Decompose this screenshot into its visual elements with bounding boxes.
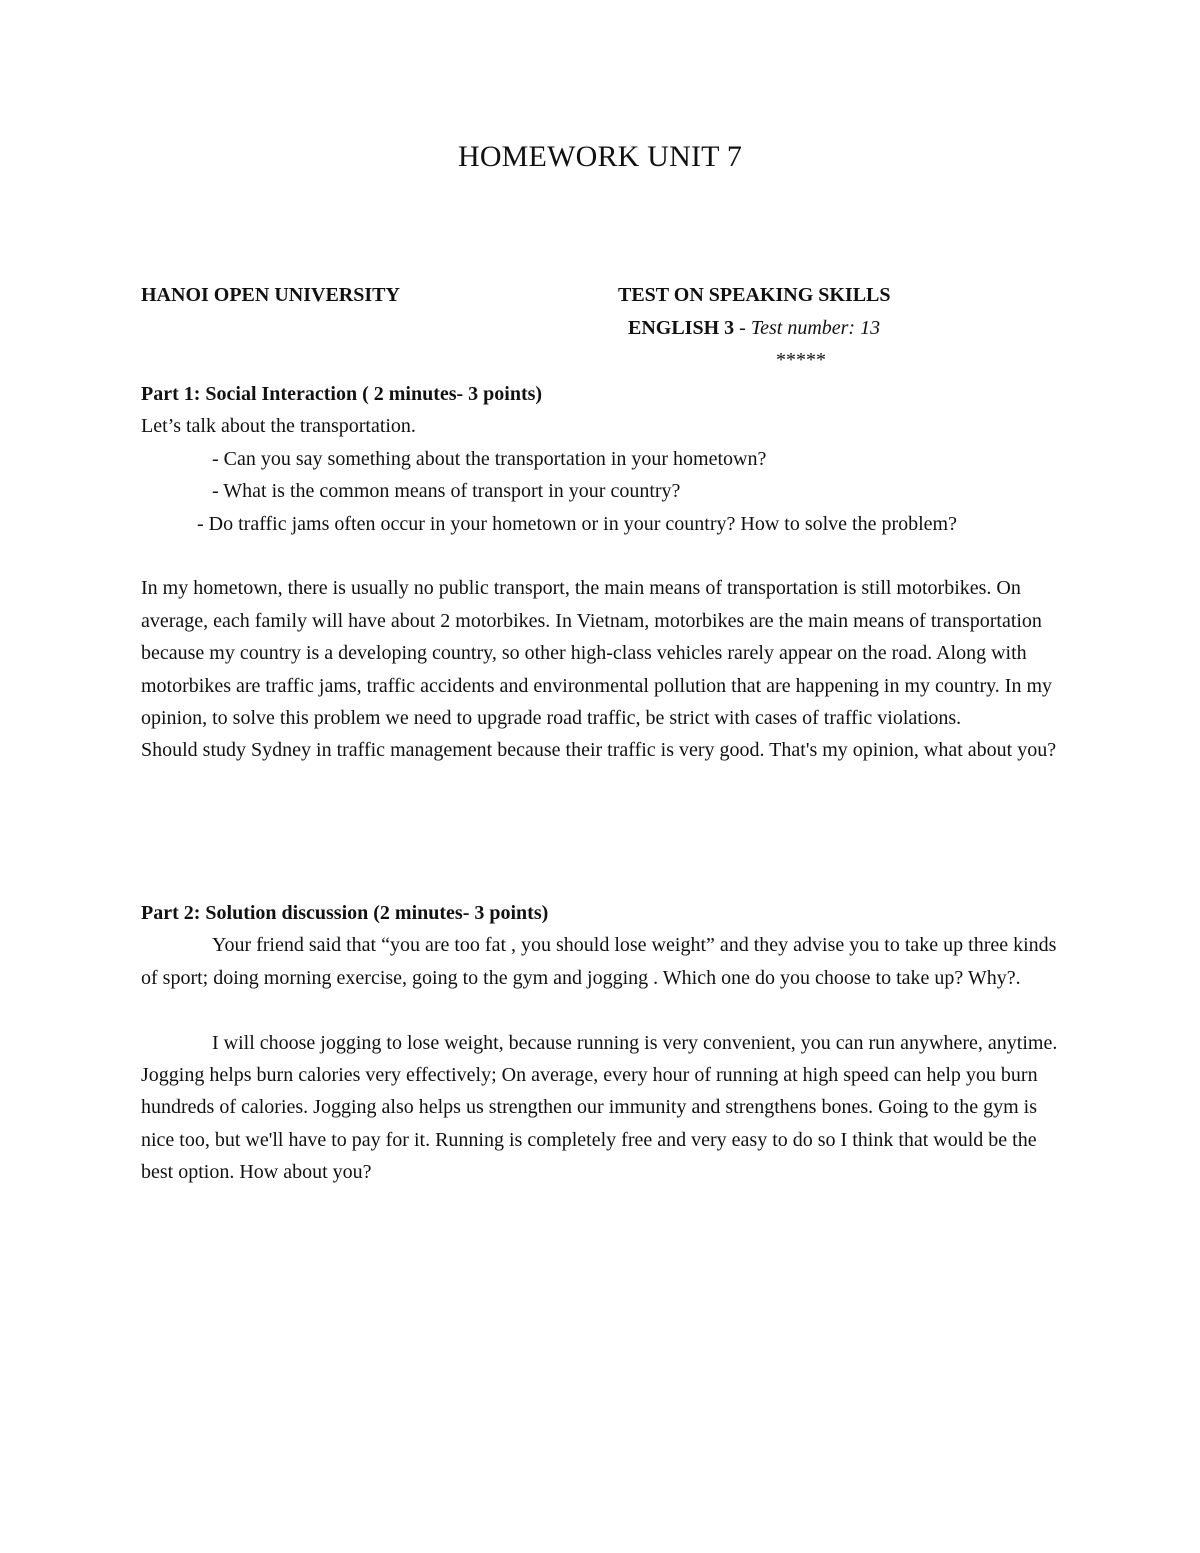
- part1-question-2: - What is the common means of transport in your country?: [212, 480, 681, 503]
- subtitle-separator: -: [734, 317, 751, 339]
- course-name: ENGLISH 3: [628, 317, 735, 339]
- part2-heading: Part 2: Solution discussion (2 minutes- 3 points): [141, 902, 549, 924]
- spacer: [141, 540, 1071, 572]
- part1-question-1: - Can you say something about the transportation in your hometown?: [212, 447, 767, 470]
- part2-section: [141, 897, 1071, 1189]
- part2-answer: I will choose jogging to lose weight, because running is very convenient, you can run anywhere, anytime. Jogging helps burn calories very effectively; On average, every hour of running at high speed can help you burn hundreds of calories. Jogging also helps us strengthen our immunity and strengthens bones. Going to the gym is nice too, but we'll have to pay for it. Running is completely free and very easy to do so I think that would be the best option. How about you?: [141, 1031, 1058, 1184]
- test-subtitle: [628, 317, 880, 340]
- university-name: HANOI OPEN UNIVERSITY: [141, 284, 400, 306]
- spacer: [141, 994, 1071, 1026]
- part1-answer-closing: Should study Sydney in traffic management because their traffic is very good. That's my opinion, what about you?: [141, 739, 1057, 762]
- stars-divider: *****: [776, 349, 826, 371]
- test-number: Test number: 13: [750, 317, 881, 339]
- part1-section: [141, 378, 1071, 767]
- part1-heading: Part 1: Social Interaction ( 2 minutes- 3 points): [141, 383, 543, 405]
- part1-intro: Let’s talk about the transportation.: [141, 415, 416, 438]
- part1-answer: In my hometown, there is usually no public transport, the main means of transportation is still motorbikes. On average, each family will have about 2 motorbikes. In Vietnam, motorbikes are the main means of transportation because my country is a developing country, so other high-class vehicles rarely appear on the road. Along with motorbikes are traffic jams, traffic accidents and environmental pollution that are happening in my country. In my opinion, to solve this problem we need to upgrade road traffic, be strict with cases of traffic violations.: [141, 577, 1053, 730]
- page-title: HOMEWORK UNIT 7: [457, 140, 743, 173]
- part1-question-3: - Do traffic jams often occur in your hometown or in your country? How to solve the problem?: [197, 512, 957, 535]
- part2-prompt: Your friend said that “you are too fat , you should lose weight” and they advise you to take up three kinds of sport; doing morning exercise, going to the gym and jogging . Which one do you choose to take up? Why?.: [141, 934, 1057, 989]
- test-name: TEST ON SPEAKING SKILLS: [618, 284, 891, 306]
